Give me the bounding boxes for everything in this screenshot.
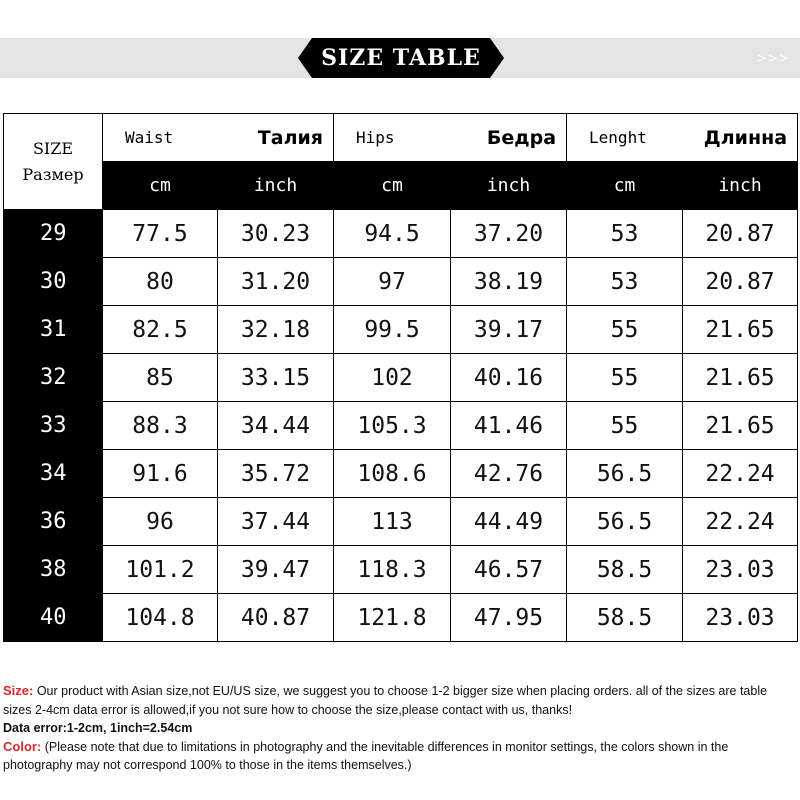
table-cell: 55 bbox=[567, 402, 683, 450]
group-label-ru: Бедра bbox=[486, 126, 557, 149]
table-cell: 121.8 bbox=[334, 594, 451, 642]
table-cell: 55 bbox=[567, 354, 683, 402]
table-cell: 44.49 bbox=[451, 498, 567, 546]
group-label-en: Waist bbox=[125, 128, 174, 147]
table-cell: 55 bbox=[567, 306, 683, 354]
table-cell: 101.2 bbox=[103, 546, 218, 594]
table-row bbox=[4, 258, 798, 306]
table-cell: 20.87 bbox=[683, 210, 798, 258]
table-cell: 40.16 bbox=[451, 354, 567, 402]
table-cell: 56.5 bbox=[567, 498, 683, 546]
table-cell: 96 bbox=[103, 498, 218, 546]
table-row bbox=[4, 354, 798, 402]
group-label-ru: Талия bbox=[257, 126, 324, 149]
table-cell: 21.65 bbox=[683, 354, 798, 402]
group-header-length bbox=[567, 114, 798, 162]
group-label-en: Hips bbox=[356, 128, 395, 147]
table-row bbox=[4, 306, 798, 354]
table-cell: 82.5 bbox=[103, 306, 218, 354]
table-cell: 108.6 bbox=[334, 450, 451, 498]
table-cell: 37.44 bbox=[218, 498, 334, 546]
table-cell: 21.65 bbox=[683, 306, 798, 354]
table-row bbox=[4, 450, 798, 498]
group-label-en: Lenght bbox=[589, 128, 647, 147]
table-cell: 47.95 bbox=[451, 594, 567, 642]
size-cell: 36 bbox=[4, 498, 103, 546]
color-note-label: Color: bbox=[3, 738, 42, 754]
table-cell: 22.24 bbox=[683, 498, 798, 546]
size-cell: 34 bbox=[4, 450, 103, 498]
size-cell: 30 bbox=[4, 258, 103, 306]
table-cell: 20.87 bbox=[683, 258, 798, 306]
table-row bbox=[4, 498, 798, 546]
unit-header: cm bbox=[334, 162, 451, 210]
size-cell: 33 bbox=[4, 402, 103, 450]
table-cell: 97 bbox=[334, 258, 451, 306]
table-cell: 46.57 bbox=[451, 546, 567, 594]
size-cell: 31 bbox=[4, 306, 103, 354]
size-header-ru: Размер bbox=[22, 164, 84, 184]
table-cell: 53 bbox=[567, 210, 683, 258]
size-cell: 29 bbox=[4, 210, 103, 258]
table-cell: 41.46 bbox=[451, 402, 567, 450]
unit-header: cm bbox=[103, 162, 218, 210]
table-cell: 38.19 bbox=[451, 258, 567, 306]
unit-header-row bbox=[4, 162, 798, 210]
table-cell: 33.15 bbox=[218, 354, 334, 402]
size-note-label: Size: bbox=[3, 683, 34, 698]
table-cell: 34.44 bbox=[218, 402, 334, 450]
table-cell: 118.3 bbox=[334, 546, 451, 594]
color-note bbox=[3, 738, 797, 775]
table-row bbox=[4, 594, 798, 642]
group-header-waist bbox=[103, 114, 334, 162]
table-cell: 99.5 bbox=[334, 306, 451, 354]
table-cell: 40.87 bbox=[218, 594, 334, 642]
table-cell: 30.23 bbox=[218, 210, 334, 258]
table-cell: 53 bbox=[567, 258, 683, 306]
table-row bbox=[4, 402, 798, 450]
unit-header: inch bbox=[683, 162, 798, 210]
size-cell: 40 bbox=[4, 594, 103, 642]
data-error-note: Data error:1-2cm, 1inch=2.54cm bbox=[3, 721, 193, 735]
table-cell: 113 bbox=[334, 498, 451, 546]
banner-arrows: >>> bbox=[756, 51, 790, 65]
color-note-text: (Please note that due to limitations in photography and the inevitable differences in monitor settings, the colors shown in the photography may not correspond 100% to those in the items themselves.) bbox=[3, 739, 729, 772]
size-table bbox=[3, 113, 798, 642]
table-cell: 39.17 bbox=[451, 306, 567, 354]
unit-header: cm bbox=[567, 162, 683, 210]
table-cell: 58.5 bbox=[567, 594, 683, 642]
size-note-text: Our product with Asian size,not EU/US size, we suggest you to choose 1-2 bigger size when placing orders. all of the sizes are table sizes 2-4cm data error is allowed,if you not sure how to choose the size,please contact with us, thanks! bbox=[3, 684, 768, 717]
table-cell: 37.20 bbox=[451, 210, 567, 258]
notes-section bbox=[3, 682, 797, 775]
page-title: SIZE TABLE bbox=[321, 45, 481, 71]
table-cell: 77.5 bbox=[103, 210, 218, 258]
table-cell: 91.6 bbox=[103, 450, 218, 498]
size-cell: 38 bbox=[4, 546, 103, 594]
table-cell: 105.3 bbox=[334, 402, 451, 450]
table-cell: 94.5 bbox=[334, 210, 451, 258]
table-cell: 88.3 bbox=[103, 402, 218, 450]
table-cell: 21.65 bbox=[683, 402, 798, 450]
table-cell: 32.18 bbox=[218, 306, 334, 354]
size-header bbox=[4, 114, 103, 210]
table-row bbox=[4, 546, 798, 594]
size-header-en: SIZE bbox=[32, 138, 74, 158]
table-cell: 42.76 bbox=[451, 450, 567, 498]
size-note bbox=[3, 682, 797, 719]
group-label-ru: Длинна bbox=[703, 126, 788, 149]
group-header-row bbox=[4, 114, 798, 162]
title-badge bbox=[298, 38, 504, 78]
table-cell: 102 bbox=[334, 354, 451, 402]
size-cell: 32 bbox=[4, 354, 103, 402]
table-cell: 35.72 bbox=[218, 450, 334, 498]
table-cell: 58.5 bbox=[567, 546, 683, 594]
table-cell: 23.03 bbox=[683, 594, 798, 642]
table-row bbox=[4, 210, 798, 258]
group-header-hips bbox=[334, 114, 567, 162]
table-cell: 85 bbox=[103, 354, 218, 402]
table-cell: 104.8 bbox=[103, 594, 218, 642]
unit-header: inch bbox=[451, 162, 567, 210]
table-body bbox=[4, 210, 798, 642]
table-cell: 31.20 bbox=[218, 258, 334, 306]
unit-header: inch bbox=[218, 162, 334, 210]
table-cell: 23.03 bbox=[683, 546, 798, 594]
table-cell: 39.47 bbox=[218, 546, 334, 594]
table-cell: 22.24 bbox=[683, 450, 798, 498]
table-cell: 56.5 bbox=[567, 450, 683, 498]
table-cell: 80 bbox=[103, 258, 218, 306]
